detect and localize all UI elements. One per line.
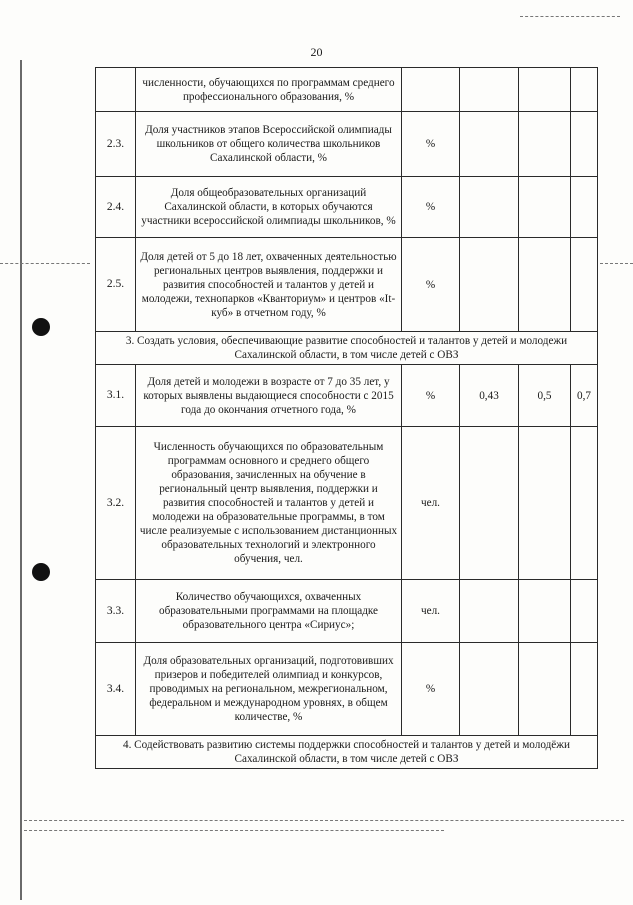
row-value-1 [460, 238, 519, 332]
row-value-1: 0,43 [460, 365, 519, 427]
row-number: 3.3. [96, 580, 136, 643]
row-unit: % [402, 643, 460, 736]
row-value-2 [519, 238, 571, 332]
row-description: Доля детей от 5 до 18 лет, охваченных деятельностью региональных центров выявления, поддержки и развития способностей и талантов у детей и молодежи, технопарков «Кванториум» и центров «It-куб» в отчетном году, % [136, 238, 402, 332]
scan-dash-bottom-1 [24, 820, 624, 822]
table-row [96, 177, 598, 238]
row-number [96, 68, 136, 112]
row-value-1 [460, 177, 519, 238]
row-value-2 [519, 643, 571, 736]
row-value-1 [460, 68, 519, 112]
binder-hole-bottom [32, 563, 50, 581]
row-value-2 [519, 177, 571, 238]
row-value-2 [519, 112, 571, 177]
row-description: Доля образовательных организаций, подготовивших призеров и победителей олимпиад и конкурсов, проводимых на региональном, межрегиональном, федеральном и международном уровнях, в общем количестве, % [136, 643, 402, 736]
row-value-3 [571, 68, 598, 112]
row-value-1 [460, 643, 519, 736]
row-number: 3.4. [96, 643, 136, 736]
row-value-1 [460, 580, 519, 643]
row-description: Численность обучающихся по образовательным программам основного и среднего общего образования, зачисленных на обучение в региональный центр выявления, поддержки и развития способностей и талантов у детей и молодежи на образовательные программы, в том числе реализуемые с использованием дистанционных образовательных технологий и электронного обучения, чел. [136, 427, 402, 580]
section-3-heading: 3. Создать условия, обеспечивающие развитие способностей и талантов у детей и молодежи Сахалинской области, в том числе детей с ОВЗ [96, 332, 598, 365]
scan-edge-line [20, 60, 22, 900]
table-row [96, 365, 598, 427]
scan-dash-top [520, 16, 620, 18]
row-unit: чел. [402, 580, 460, 643]
binder-hole-top [32, 318, 50, 336]
row-unit: чел. [402, 427, 460, 580]
row-value-2 [519, 427, 571, 580]
row-number: 2.5. [96, 238, 136, 332]
row-value-3 [571, 427, 598, 580]
scan-dash-bottom-2 [24, 830, 444, 832]
row-value-1 [460, 112, 519, 177]
table-row [96, 427, 598, 580]
row-value-2: 0,5 [519, 365, 571, 427]
row-unit: % [402, 238, 460, 332]
table-row [96, 643, 598, 736]
row-unit [402, 68, 460, 112]
scan-dash-right [600, 263, 633, 265]
row-description: Доля общеобразовательных организаций Сахалинской области, в которых обучаются участники всероссийской олимпиады школьников, % [136, 177, 402, 238]
row-value-2 [519, 68, 571, 112]
row-description: Доля участников этапов Всероссийской олимпиады школьников от общего количества школьников Сахалинской области, % [136, 112, 402, 177]
row-unit: % [402, 177, 460, 238]
table-row [96, 68, 598, 112]
section-4-heading: 4. Содействовать развитию системы поддержки способностей и талантов у детей и молодёжи Сахалинской области, в том числе детей с ОВЗ [96, 736, 598, 769]
table-row [96, 112, 598, 177]
row-value-3: 0,7 [571, 365, 598, 427]
row-value-3 [571, 580, 598, 643]
row-value-3 [571, 643, 598, 736]
row-unit: % [402, 365, 460, 427]
row-value-2 [519, 580, 571, 643]
row-number: 3.1. [96, 365, 136, 427]
row-value-3 [571, 177, 598, 238]
section-header-row [96, 332, 598, 365]
section-header-row [96, 736, 598, 769]
indicators-table [95, 67, 598, 769]
row-description: Доля детей и молодежи в возрасте от 7 до 35 лет, у которых выявлены выдающиеся способности с 2015 года до окончания отчетного года, % [136, 365, 402, 427]
table-row [96, 580, 598, 643]
row-description: Количество обучающихся, охваченных образовательными программами на площадке образовательного центра «Сириус»; [136, 580, 402, 643]
page-number: 20 [310, 45, 323, 59]
row-value-3 [571, 112, 598, 177]
table-row [96, 238, 598, 332]
row-number: 2.3. [96, 112, 136, 177]
row-number: 2.4. [96, 177, 136, 238]
scan-dash-mid [0, 263, 90, 265]
row-unit: % [402, 112, 460, 177]
row-value-3 [571, 238, 598, 332]
row-description: численности, обучающихся по программам среднего профессионального образования, % [136, 68, 402, 112]
row-value-1 [460, 427, 519, 580]
row-number: 3.2. [96, 427, 136, 580]
